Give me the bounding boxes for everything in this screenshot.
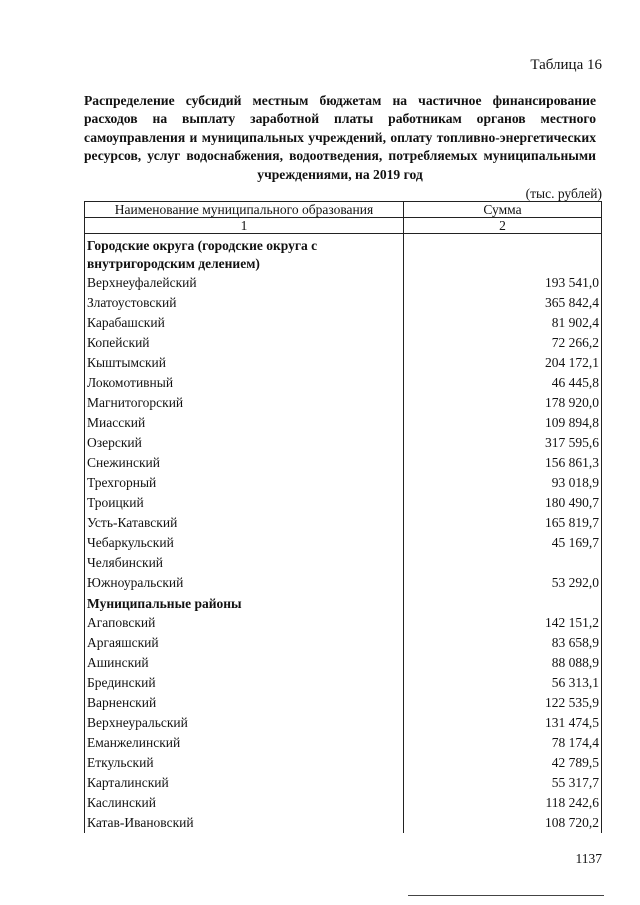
section-row — [85, 234, 602, 274]
table-row — [85, 373, 602, 393]
table-row — [85, 793, 602, 813]
table-row — [85, 333, 602, 353]
table-row — [85, 293, 602, 313]
amount-value: 178 920,0 — [404, 393, 602, 413]
table-row — [85, 613, 602, 633]
table-row — [85, 733, 602, 753]
amount-value: 118 242,6 — [404, 793, 602, 813]
municipality-name: Верхнеуфалейский — [85, 273, 404, 293]
amount-value: 108 720,2 — [404, 813, 602, 833]
municipality-name: Аргаяшский — [85, 633, 404, 653]
amount-value: 88 088,9 — [404, 653, 602, 673]
section-value-empty — [404, 234, 602, 274]
municipality-name: Озерский — [85, 433, 404, 453]
amount-value: 72 266,2 — [404, 333, 602, 353]
municipality-name: Еткульский — [85, 753, 404, 773]
municipality-name: Каслинский — [85, 793, 404, 813]
municipality-name: Златоустовский — [85, 293, 404, 313]
municipality-name: Карталинский — [85, 773, 404, 793]
table-row — [85, 533, 602, 553]
municipality-name: Усть-Катавский — [85, 513, 404, 533]
amount-value: 81 902,4 — [404, 313, 602, 333]
municipality-name: Магнитогорский — [85, 393, 404, 413]
amount-value: 78 174,4 — [404, 733, 602, 753]
header-municipality: Наименование муниципального образования — [85, 202, 404, 218]
column-number-row — [85, 218, 602, 234]
municipality-name: Еманжелинский — [85, 733, 404, 753]
amount-value: 83 658,9 — [404, 633, 602, 653]
section-row — [85, 593, 602, 613]
table-row — [85, 773, 602, 793]
amount-value: 204 172,1 — [404, 353, 602, 373]
municipality-name: Челябинский — [85, 553, 404, 573]
table-row — [85, 273, 602, 293]
amount-value: 180 490,7 — [404, 493, 602, 513]
table-body — [85, 234, 602, 834]
page-number: 1137 — [575, 851, 602, 866]
document-title: Распределение субсидий местным бюджетам на частичное финансирование расходов на выплату заработной платы работникам органов местного самоуправления и муниципальных учреждений, оплату топливно-энергетических ресурсов, услуг водоснабжения, водоотведения, потребляемых муниципальными учреждениями, на 2019 год — [84, 93, 596, 182]
amount-value: 42 789,5 — [404, 753, 602, 773]
municipality-name: Агаповский — [85, 613, 404, 633]
table-row — [85, 493, 602, 513]
table-row — [85, 453, 602, 473]
municipality-name: Трехгорный — [85, 473, 404, 493]
municipality-name: Брединский — [85, 673, 404, 693]
amount-value: 109 894,8 — [404, 413, 602, 433]
section-value-empty — [404, 593, 602, 613]
header-row — [85, 202, 602, 218]
header-amount: Сумма — [404, 202, 602, 218]
table-row — [85, 553, 602, 573]
column-number-1: 1 — [85, 218, 404, 234]
table-row — [85, 673, 602, 693]
municipality-name: Копейский — [85, 333, 404, 353]
municipality-name: Катав-Ивановский — [85, 813, 404, 833]
municipality-name: Кыштымский — [85, 353, 404, 373]
subsidy-table — [84, 201, 602, 833]
table-row — [85, 353, 602, 373]
amount-value: 53 292,0 — [404, 573, 602, 593]
amount-value: 165 819,7 — [404, 513, 602, 533]
amount-value: 365 842,4 — [404, 293, 602, 313]
footer-rule — [408, 895, 604, 896]
table-row — [85, 693, 602, 713]
municipality-name: Миасский — [85, 413, 404, 433]
table-row — [85, 473, 602, 493]
table-row — [85, 753, 602, 773]
municipality-name: Карабашский — [85, 313, 404, 333]
table-row — [85, 813, 602, 833]
amount-value: 142 151,2 — [404, 613, 602, 633]
table-row — [85, 313, 602, 333]
amount-value: 193 541,0 — [404, 273, 602, 293]
amount-value: 46 445,8 — [404, 373, 602, 393]
amount-value: 45 169,7 — [404, 533, 602, 553]
municipality-name: Ашинский — [85, 653, 404, 673]
units-label: (тыс. рублей) — [525, 186, 602, 201]
table-row — [85, 653, 602, 673]
table-row — [85, 433, 602, 453]
municipality-name: Верхнеуральский — [85, 713, 404, 733]
table-row — [85, 633, 602, 653]
municipality-name: Варненский — [85, 693, 404, 713]
municipality-name: Троицкий — [85, 493, 404, 513]
municipality-name: Чебаркульский — [85, 533, 404, 553]
table-row — [85, 513, 602, 533]
table-row — [85, 713, 602, 733]
amount-value: 55 317,7 — [404, 773, 602, 793]
section-title: Муниципальные районы — [85, 593, 404, 613]
column-number-2: 2 — [404, 218, 602, 234]
amount-value: 131 474,5 — [404, 713, 602, 733]
amount-value: 93 018,9 — [404, 473, 602, 493]
table-row — [85, 413, 602, 433]
municipality-name: Южноуральский — [85, 573, 404, 593]
table-number: Таблица 16 — [530, 57, 602, 73]
amount-value: 156 861,3 — [404, 453, 602, 473]
amount-value: 122 535,9 — [404, 693, 602, 713]
table-row — [85, 393, 602, 413]
table-row — [85, 573, 602, 593]
amount-value: 56 313,1 — [404, 673, 602, 693]
amount-value: 317 595,6 — [404, 433, 602, 453]
municipality-name: Снежинский — [85, 453, 404, 473]
section-title: Городские округа (городские округа с внутригородским делением) — [85, 234, 404, 274]
municipality-name: Локомотивный — [85, 373, 404, 393]
amount-value — [404, 553, 602, 573]
